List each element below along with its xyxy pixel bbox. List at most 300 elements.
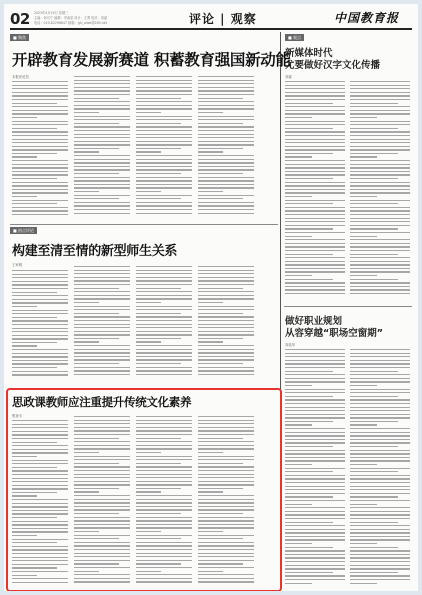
text-line xyxy=(74,531,99,532)
text-line xyxy=(350,457,410,458)
text-line xyxy=(350,378,410,379)
text-line xyxy=(12,431,68,432)
text-line xyxy=(285,185,345,186)
masthead-logo: 中国教育报 xyxy=(334,11,400,25)
text-line xyxy=(12,456,37,457)
text-line xyxy=(285,457,345,458)
text-line xyxy=(198,438,243,439)
text-line xyxy=(12,460,68,461)
text-line xyxy=(350,374,410,375)
text-line xyxy=(136,288,181,289)
text-line xyxy=(285,103,333,104)
text-line xyxy=(74,349,130,350)
text-line xyxy=(136,448,192,449)
text-line xyxy=(285,561,345,562)
lead-headline: 开辟教育发展新赛道 积蓄教育强国新动能 xyxy=(12,51,291,69)
text-line xyxy=(285,450,345,451)
text-line xyxy=(12,281,68,282)
sidebar-2-title-line-1: 做好职业规划 xyxy=(285,316,343,327)
text-line xyxy=(12,210,68,211)
text-line xyxy=(12,277,68,278)
text-line xyxy=(74,506,130,507)
text-line xyxy=(285,88,345,89)
text-line xyxy=(198,101,254,102)
text-line xyxy=(285,131,345,132)
text-line xyxy=(285,128,333,129)
text-line xyxy=(12,214,68,215)
text-line xyxy=(350,243,410,244)
text-line xyxy=(198,470,254,471)
text-line xyxy=(74,141,130,142)
text-line xyxy=(74,162,130,163)
text-line xyxy=(350,493,410,494)
text-line xyxy=(136,98,181,99)
text-line xyxy=(136,416,192,417)
text-line xyxy=(198,306,254,307)
text-line xyxy=(350,489,410,490)
text-line xyxy=(285,543,312,544)
text-line xyxy=(74,306,130,307)
text-line xyxy=(136,527,192,528)
text-line xyxy=(12,328,68,329)
text-line xyxy=(285,399,345,400)
text-line xyxy=(350,442,410,443)
text-line xyxy=(350,583,377,584)
text-line xyxy=(285,106,345,107)
text-line xyxy=(74,134,130,135)
text-line xyxy=(198,513,243,514)
text-line xyxy=(136,341,161,342)
sidebar-tag: ■ 观点 xyxy=(285,34,304,41)
text-line xyxy=(198,288,243,289)
text-line xyxy=(350,207,410,208)
text-line xyxy=(136,456,192,457)
text-line xyxy=(285,407,345,408)
text-line xyxy=(12,88,68,89)
text-line xyxy=(136,578,192,579)
text-line xyxy=(12,517,57,518)
text-line xyxy=(74,563,119,564)
text-line xyxy=(12,182,68,183)
text-line xyxy=(198,524,254,525)
text-line xyxy=(198,119,254,120)
text-line xyxy=(285,149,345,150)
text-line xyxy=(350,146,410,147)
text-line xyxy=(136,209,192,210)
text-line xyxy=(198,202,254,203)
text-line xyxy=(136,567,192,568)
text-line xyxy=(136,359,192,360)
text-line xyxy=(74,448,130,449)
text-line xyxy=(350,113,410,114)
lead-text-col-4 xyxy=(198,76,254,219)
text-line xyxy=(74,481,130,482)
text-line xyxy=(198,474,254,475)
text-line xyxy=(198,209,254,210)
text-line xyxy=(198,574,254,575)
text-line xyxy=(74,298,130,299)
text-line xyxy=(198,420,254,421)
text-line xyxy=(198,313,243,314)
text-line xyxy=(350,99,410,100)
text-line xyxy=(136,484,192,485)
text-line xyxy=(198,359,254,360)
text-line xyxy=(198,134,254,135)
text-line xyxy=(285,243,345,244)
text-line xyxy=(12,371,68,372)
text-line xyxy=(198,277,254,278)
text-line xyxy=(350,254,398,255)
text-line xyxy=(198,499,254,500)
sidebar-1-title-line-1: 新媒体时代 xyxy=(285,48,333,59)
text-line xyxy=(12,564,68,565)
text-line xyxy=(285,572,333,573)
text-line xyxy=(74,202,130,203)
text-line xyxy=(285,81,345,82)
text-line xyxy=(74,105,130,106)
text-line xyxy=(198,549,254,550)
text-line xyxy=(198,517,254,518)
text-line xyxy=(12,546,68,547)
text-line xyxy=(350,356,410,357)
text-line xyxy=(136,302,161,303)
text-line xyxy=(74,187,130,188)
text-line xyxy=(285,121,345,122)
text-line xyxy=(136,116,192,117)
text-line xyxy=(285,414,345,415)
text-line xyxy=(198,488,243,489)
text-line xyxy=(198,87,254,88)
highlighted-text-col-3 xyxy=(136,416,192,586)
text-line xyxy=(350,153,398,154)
text-line xyxy=(285,525,345,526)
text-line xyxy=(285,385,312,386)
text-line xyxy=(12,342,57,343)
text-line xyxy=(350,275,377,276)
text-line xyxy=(136,349,192,350)
text-line xyxy=(12,146,68,147)
text-line xyxy=(350,88,410,89)
text-line xyxy=(285,293,345,294)
text-line xyxy=(350,250,410,251)
text-line xyxy=(350,410,410,411)
text-line xyxy=(198,169,254,170)
text-line xyxy=(74,430,130,431)
text-line xyxy=(350,156,377,157)
text-line xyxy=(285,92,345,93)
text-line xyxy=(198,491,223,492)
newspaper-page xyxy=(4,4,418,591)
text-line xyxy=(74,542,130,543)
text-line xyxy=(285,153,333,154)
text-line xyxy=(74,302,99,303)
text-line xyxy=(350,200,410,201)
second-tag: ■ 热点评论 xyxy=(10,227,37,234)
text-line xyxy=(74,363,119,364)
text-line xyxy=(136,356,192,357)
text-line xyxy=(136,466,192,467)
text-line xyxy=(285,135,345,136)
text-line xyxy=(74,488,119,489)
text-line xyxy=(12,153,57,154)
text-line xyxy=(12,356,68,357)
text-line xyxy=(74,166,130,167)
sidebar-2-text-col-1 xyxy=(285,349,345,587)
text-line xyxy=(198,571,223,572)
text-line xyxy=(74,177,130,178)
text-line xyxy=(198,280,254,281)
text-line xyxy=(136,295,192,296)
text-line xyxy=(198,481,254,482)
text-line xyxy=(350,121,410,122)
text-line xyxy=(74,98,119,99)
text-line xyxy=(136,531,161,532)
text-line xyxy=(136,105,192,106)
text-line xyxy=(12,575,37,576)
text-line xyxy=(12,345,37,346)
text-line xyxy=(136,130,192,131)
text-line xyxy=(198,76,254,77)
text-line xyxy=(74,445,130,446)
text-line xyxy=(74,341,99,342)
text-line xyxy=(350,164,410,165)
text-line xyxy=(136,345,192,346)
text-line xyxy=(198,309,254,310)
text-line xyxy=(350,360,410,361)
text-line xyxy=(350,185,410,186)
page-header xyxy=(4,4,418,30)
text-line xyxy=(285,268,345,269)
text-line xyxy=(285,282,345,283)
text-line xyxy=(198,545,254,546)
text-line xyxy=(74,491,99,492)
text-line xyxy=(136,198,181,199)
text-line xyxy=(285,356,345,357)
text-line xyxy=(198,327,254,328)
text-line xyxy=(198,578,254,579)
text-line xyxy=(198,105,254,106)
text-line xyxy=(136,549,192,550)
text-line xyxy=(350,171,410,172)
text-line xyxy=(350,286,410,287)
text-line xyxy=(198,191,223,192)
text-line xyxy=(12,367,57,368)
text-line xyxy=(74,313,119,314)
text-line xyxy=(136,538,181,539)
text-line xyxy=(350,236,377,237)
text-line xyxy=(12,103,57,104)
text-line xyxy=(198,187,254,188)
text-line xyxy=(285,99,345,100)
text-line xyxy=(136,195,192,196)
text-line xyxy=(136,273,192,274)
text-line xyxy=(285,486,345,487)
text-line xyxy=(12,106,68,107)
text-line xyxy=(12,156,37,157)
text-line xyxy=(198,445,254,446)
text-line xyxy=(285,417,345,418)
text-line xyxy=(74,284,130,285)
text-line xyxy=(198,452,223,453)
text-line xyxy=(136,470,192,471)
second-headline: 构建至清至情的新型师生关系 xyxy=(12,244,178,259)
text-line xyxy=(350,174,410,175)
text-line xyxy=(285,289,345,290)
text-line xyxy=(12,302,68,303)
text-line xyxy=(74,356,130,357)
text-line xyxy=(136,180,192,181)
page-number: 02 xyxy=(10,10,30,28)
text-line xyxy=(74,151,99,152)
text-line xyxy=(198,83,254,84)
text-line xyxy=(350,106,410,107)
text-line xyxy=(350,511,410,512)
text-line xyxy=(12,292,57,293)
text-line xyxy=(12,524,68,525)
text-line xyxy=(198,367,254,368)
text-line xyxy=(350,92,410,93)
text-line xyxy=(350,403,410,404)
text-line xyxy=(350,414,410,415)
text-line xyxy=(12,95,68,96)
text-line xyxy=(198,331,254,332)
text-line xyxy=(285,171,345,172)
text-line xyxy=(136,184,192,185)
text-line xyxy=(136,316,192,317)
text-line xyxy=(350,239,410,240)
text-line xyxy=(198,98,243,99)
text-line xyxy=(198,423,254,424)
text-line xyxy=(136,177,192,178)
text-line xyxy=(74,556,130,557)
text-line xyxy=(285,410,345,411)
text-line xyxy=(12,185,68,186)
text-line xyxy=(74,524,130,525)
text-line xyxy=(198,273,254,274)
text-line xyxy=(12,474,68,475)
text-line xyxy=(350,160,410,161)
text-line xyxy=(136,513,181,514)
text-line xyxy=(136,123,181,124)
text-line xyxy=(350,396,398,397)
text-line xyxy=(136,474,192,475)
text-line xyxy=(198,560,254,561)
text-line xyxy=(350,142,410,143)
text-line xyxy=(74,327,130,328)
text-line xyxy=(285,200,345,201)
text-line xyxy=(198,448,254,449)
lead-text-col-2 xyxy=(74,76,130,219)
text-line xyxy=(285,207,345,208)
text-line xyxy=(285,271,345,272)
text-line xyxy=(74,456,130,457)
text-line xyxy=(12,149,68,150)
text-line xyxy=(350,124,410,125)
text-line xyxy=(12,427,68,428)
text-line xyxy=(198,434,254,435)
text-line xyxy=(198,90,254,91)
text-line xyxy=(285,532,345,533)
text-line xyxy=(350,218,410,219)
text-line xyxy=(12,139,68,140)
text-line xyxy=(285,221,345,222)
text-line xyxy=(350,85,410,86)
text-line xyxy=(285,511,345,512)
text-line xyxy=(136,83,192,84)
text-line xyxy=(12,313,68,314)
text-line xyxy=(350,81,410,82)
second-byline: 王家明 xyxy=(12,263,23,267)
highlighted-text-col-2 xyxy=(74,416,130,586)
text-line xyxy=(285,360,345,361)
text-line xyxy=(74,470,130,471)
header-rule xyxy=(10,28,412,30)
text-line xyxy=(285,189,345,190)
sidebar-1-text-col-2 xyxy=(350,81,410,299)
text-line xyxy=(350,95,410,96)
text-line xyxy=(12,295,68,296)
text-line xyxy=(198,116,254,117)
text-line xyxy=(350,228,398,229)
text-line xyxy=(285,286,345,287)
text-line xyxy=(136,509,192,510)
text-line xyxy=(285,557,345,558)
text-line xyxy=(350,192,410,193)
text-line xyxy=(12,571,68,572)
text-line xyxy=(74,463,119,464)
text-line xyxy=(12,284,68,285)
text-line xyxy=(74,316,130,317)
text-line xyxy=(350,178,398,179)
text-line xyxy=(198,556,254,557)
text-line xyxy=(74,517,130,518)
text-line xyxy=(12,196,37,197)
text-line xyxy=(12,506,68,507)
text-line xyxy=(350,389,410,390)
text-line xyxy=(285,579,345,580)
text-line xyxy=(12,513,68,514)
text-line xyxy=(285,471,333,472)
text-line xyxy=(198,162,254,163)
text-line xyxy=(12,495,37,496)
text-line xyxy=(198,506,254,507)
divider-1 xyxy=(10,224,278,225)
text-line xyxy=(285,518,345,519)
text-line xyxy=(350,385,377,386)
text-line xyxy=(74,334,130,335)
text-line xyxy=(285,496,333,497)
text-line xyxy=(198,341,223,342)
text-line xyxy=(12,363,68,364)
text-line xyxy=(350,417,410,418)
text-line xyxy=(285,575,345,576)
text-line xyxy=(285,228,333,229)
text-line xyxy=(198,195,254,196)
sidebar-2-title-line-2: 从容穿越“职场空窗期” xyxy=(285,328,383,339)
text-line xyxy=(12,374,68,375)
text-line xyxy=(136,445,192,446)
sidebar-2-text-col-2 xyxy=(350,349,410,587)
text-line xyxy=(136,141,192,142)
text-line xyxy=(74,535,130,536)
text-line xyxy=(350,289,410,290)
text-line xyxy=(285,547,333,548)
text-line xyxy=(350,547,398,548)
text-line xyxy=(350,349,410,350)
text-line xyxy=(285,522,333,523)
text-line xyxy=(12,521,68,522)
text-line xyxy=(74,112,99,113)
